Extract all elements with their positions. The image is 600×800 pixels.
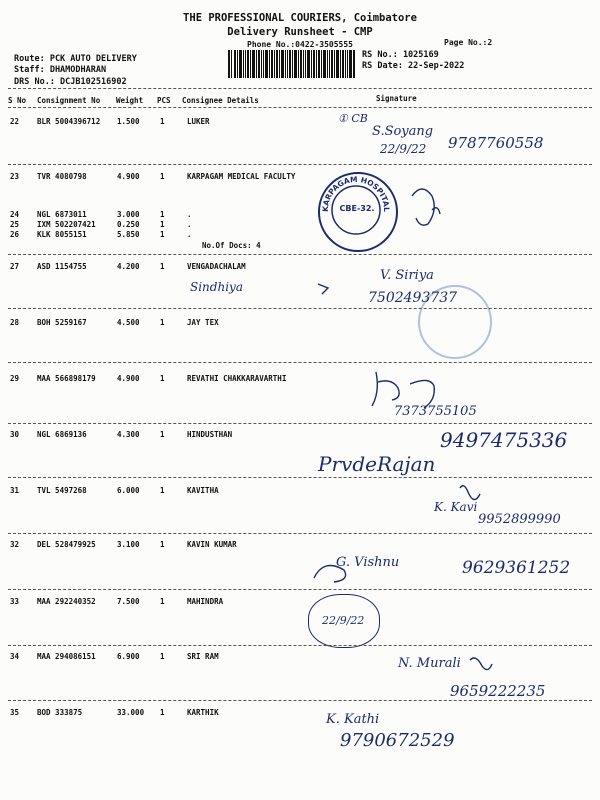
row-26-consignee: . (187, 230, 192, 239)
row-divider (8, 254, 592, 255)
col-weight: Weight (116, 96, 144, 105)
row-29-consignee: REVATHI CHAKKARAVARTHI (187, 374, 287, 383)
sig-r34-phone: 9659222235 (450, 682, 546, 700)
row-35-consignment: BOD 333875 (37, 708, 83, 717)
row-31-consignee: KAVITHA (187, 486, 219, 495)
row-divider (8, 308, 592, 309)
row-24-pcs: 1 (160, 210, 165, 219)
row-22-consignment: BLR 5004396712 (37, 117, 101, 126)
row-23-sno: 23 (10, 172, 20, 181)
sig-r27-name: Sindhiya (190, 280, 243, 294)
sig-r33-date: 22/9/22 (322, 614, 365, 627)
sig-r31-sig: K. Kavi (434, 500, 478, 514)
row-35-sno: 35 (10, 708, 20, 717)
sig-r32-sig: G. Vishnu (336, 555, 400, 570)
sig-stroke (432, 208, 440, 214)
row-29-pcs: 1 (160, 374, 165, 383)
row-23-consignment: TVR 4080798 (37, 172, 87, 181)
row-34-consignee: SRI RAM (187, 652, 219, 661)
sig-r35-sig: K. Kathi (326, 712, 380, 727)
stamp-text: KARPAGAM HOSPITAL (320, 174, 392, 212)
row-24-weight: 3.000 (117, 210, 140, 219)
row-22-sno: 22 (10, 117, 20, 126)
row-28-sno: 28 (10, 318, 20, 327)
row-33-pcs: 1 (160, 597, 165, 606)
row-32-consignee: KAVIN KUMAR (187, 540, 237, 549)
row-25-sno: 25 (10, 220, 20, 229)
row-32-consignment: DEL 528479925 (37, 540, 96, 549)
col-pcs: PCS (157, 96, 171, 105)
col-sno: S No (8, 96, 27, 105)
row-24-sno: 24 (10, 210, 20, 219)
row-28-weight: 4.500 (117, 318, 140, 327)
sig-r35-phone: 9790672529 (340, 730, 455, 751)
company-name: THE PROFESSIONAL COURIERS, Coimbatore (183, 12, 417, 24)
sig-stroke (318, 284, 328, 294)
row-28-consignment: BOH 5259167 (37, 318, 87, 327)
row-25-pcs: 1 (160, 220, 165, 229)
row-divider (8, 700, 592, 701)
sig-stroke (470, 658, 492, 670)
row-30-consignment: NGL 6869136 (37, 430, 87, 439)
row-divider (8, 164, 592, 165)
row-34-sno: 34 (10, 652, 20, 661)
row-26-weight: 5.850 (117, 230, 140, 239)
route: Route: PCK AUTO DELIVERY (14, 54, 137, 64)
row-27-pcs: 1 (160, 262, 165, 271)
barcode (228, 50, 355, 78)
row-22-consignee: LUKER (187, 117, 210, 126)
sig-r29-phone: 7373755105 (394, 404, 477, 419)
sig-r22-b: S.Soyang (372, 124, 434, 139)
sig-r30-phone: 9497475336 (440, 428, 568, 452)
row-35-weight: 33.000 (117, 708, 145, 717)
divider (8, 88, 592, 89)
row-29-weight: 4.900 (117, 374, 140, 383)
row-31-sno: 31 (10, 486, 20, 495)
sig-r32-phone: 9629361252 (462, 558, 571, 578)
col-consignment: Consignment No (37, 96, 101, 105)
phone-number: Phone No.:0422-3505555 (247, 40, 353, 49)
row-31-consignment: TVL 5497268 (37, 486, 87, 495)
row-35-consignee: KARTHIK (187, 708, 219, 717)
staff: Staff: DHAMODHARAN (14, 65, 107, 75)
divider (8, 107, 592, 108)
runsheet-title: Delivery Runsheet - CMP (227, 26, 373, 38)
col-consignee: Consignee Details (182, 96, 259, 105)
row-34-pcs: 1 (160, 652, 165, 661)
row-28-consignee: JAY TEX (187, 318, 219, 327)
row-27-sno: 27 (10, 262, 20, 271)
row-32-pcs: 1 (160, 540, 165, 549)
sig-r27-phone: 7502493737 (368, 290, 458, 306)
row-33-consignee: MAHINDRA (187, 597, 224, 606)
row-25-consignment: IXM 502207421 (37, 220, 96, 229)
row-30-sno: 30 (10, 430, 20, 439)
stamp-center: CBE-32. (339, 204, 375, 213)
sig-r31-phone: 9952899990 (478, 512, 561, 527)
row-31-pcs: 1 (160, 486, 165, 495)
sig-r30-name: PrvdeRajan (318, 452, 436, 476)
no-of-docs: No.Of Docs: 4 (202, 241, 261, 250)
rs-date: RS Date: 22-Sep-2022 (362, 61, 465, 71)
row-28-pcs: 1 (160, 318, 165, 327)
row-25-weight: 0.250 (117, 220, 140, 229)
row-29-consignment: MAA 566898179 (37, 374, 96, 383)
row-29-sno: 29 (10, 374, 20, 383)
row-24-consignee: . (187, 210, 192, 219)
row-26-consignment: KLK 8055151 (37, 230, 87, 239)
row-32-weight: 3.100 (117, 540, 140, 549)
row-30-pcs: 1 (160, 430, 165, 439)
row-23-weight: 4.900 (117, 172, 140, 181)
row-33-weight: 7.500 (117, 597, 140, 606)
row-divider (8, 589, 592, 590)
row-23-consignee: KARPAGAM MEDICAL FACULTY (187, 172, 296, 181)
row-34-consignment: MAA 294086151 (37, 652, 96, 661)
row-32-sno: 32 (10, 540, 20, 549)
row-22-weight: 1.500 (117, 117, 140, 126)
drs-number: DRS No.: DCJB102516902 (14, 77, 127, 87)
page-number: Page No.:2 (444, 38, 493, 47)
sig-r22-c: 22/9/22 (380, 142, 427, 156)
sig-stroke (460, 486, 480, 500)
row-divider (8, 477, 592, 478)
row-26-sno: 26 (10, 230, 20, 239)
row-divider (8, 645, 592, 646)
row-24-consignment: NGL 6873011 (37, 210, 87, 219)
row-22-pcs: 1 (160, 117, 165, 126)
sig-stroke (372, 372, 434, 408)
row-divider (8, 533, 592, 534)
row-33-sno: 33 (10, 597, 20, 606)
col-signature: Signature (376, 94, 417, 103)
row-30-weight: 4.300 (117, 430, 140, 439)
sig-r22-phone: 9787760558 (448, 134, 544, 152)
row-23-pcs: 1 (160, 172, 165, 181)
row-divider (8, 423, 592, 424)
rs-number: RS No.: 1025169 (362, 50, 439, 60)
row-31-weight: 6.000 (117, 486, 140, 495)
row-34-weight: 6.900 (117, 652, 140, 661)
row-33-consignment: MAA 292240352 (37, 597, 96, 606)
sig-r34-sig: N. Murali (398, 656, 461, 671)
sig-stroke (412, 189, 434, 225)
row-27-weight: 4.200 (117, 262, 140, 271)
hospital-stamp (318, 172, 398, 252)
row-25-consignee: . (187, 220, 192, 229)
row-26-pcs: 1 (160, 230, 165, 239)
sig-r27-sig: V. Siriya (380, 268, 434, 283)
row-27-consignment: ASD 1154755 (37, 262, 87, 271)
row-35-pcs: 1 (160, 708, 165, 717)
row-27-consignee: VENGADACHALAM (187, 262, 246, 271)
sig-r22-a: ① CB (338, 112, 368, 125)
row-30-consignee: HINDUSTHAN (187, 430, 233, 439)
row-divider (8, 362, 592, 363)
